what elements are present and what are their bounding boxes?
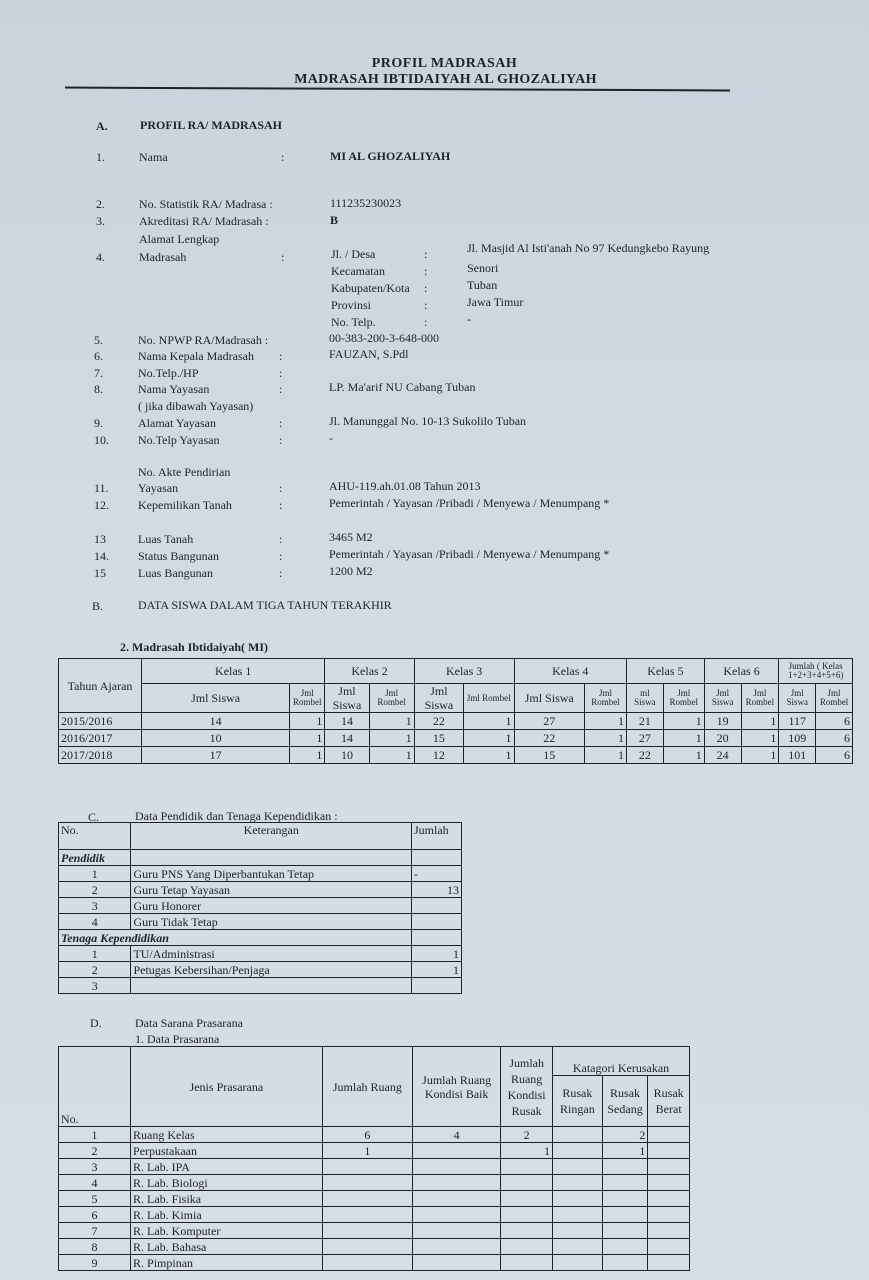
address-label: Kabupaten/Kota (331, 281, 410, 295)
group-pendidik: Pendidik (59, 850, 131, 866)
row-rusak: 2 (501, 1127, 553, 1143)
field-value: - (329, 431, 333, 445)
row-sedang (602, 1255, 648, 1271)
field-value: 00-383-200-3-648-000 (329, 331, 439, 345)
row-no: 6 (59, 1207, 131, 1223)
siswa-cell: 15 (414, 730, 463, 747)
row-ringan (553, 1255, 603, 1271)
document-title: PROFIL MADRASAH (371, 56, 518, 71)
field-colon: : (281, 250, 285, 264)
siswa-cell: 101 (779, 747, 816, 764)
siswa-cell: 14 (325, 730, 369, 747)
row-name: R. Lab. IPA (131, 1159, 323, 1175)
header-jumlah-ruang: Jumlah Ruang (322, 1047, 412, 1127)
header-rusak-sedang: Rusak Sedang (602, 1076, 648, 1127)
sub-header-rombel: Jml Rombel (464, 684, 514, 713)
field-colon: : (279, 349, 283, 363)
field-colon: : (279, 366, 283, 380)
header-kondisi-rusak: Jumlah Ruang Kondisi Rusak (501, 1047, 553, 1127)
table-row (59, 1207, 690, 1223)
table-row (59, 946, 462, 962)
field-label: Yayasan (138, 481, 179, 495)
rombel-cell: 1 (369, 730, 414, 747)
rombel-cell: 1 (464, 713, 514, 730)
year-cell: 2015/2016 (59, 713, 142, 730)
row-no: 2 (59, 1143, 131, 1159)
header-no: No. (59, 823, 131, 850)
row-label: Guru Honorer (131, 898, 412, 914)
row-label: Guru Tidak Tetap (131, 914, 412, 930)
field-colon: : (279, 416, 283, 430)
sub-header-siswa: Jml Siswa (142, 684, 290, 713)
table-row (59, 1175, 690, 1191)
rombel-cell: 1 (741, 730, 779, 747)
document-subtitle: MADRASAH IBTIDAIYAH AL GHOZALIYAH (294, 72, 597, 87)
address-label: Provinsi (331, 298, 372, 312)
table-row (59, 898, 462, 914)
siswa-cell: 24 (704, 747, 741, 764)
row-name: R. Lab. Kimia (131, 1207, 323, 1223)
table-row (59, 1127, 690, 1143)
row-no: 5 (59, 1191, 131, 1207)
siswa-cell: 10 (142, 730, 290, 747)
address-value: Jawa Timur (467, 295, 524, 309)
field-colon: : (279, 549, 283, 563)
row-jumlah: 6 (322, 1127, 412, 1143)
row-label: Petugas Kebersihan/Penjaga (131, 962, 412, 978)
siswa-cell: 17 (142, 747, 290, 764)
field-label: ( jika dibawah Yayasan) (138, 399, 254, 413)
row-value: - (412, 866, 462, 882)
rombel-cell: 1 (464, 730, 514, 747)
row-sedang (602, 1159, 648, 1175)
row-ringan (553, 1143, 603, 1159)
field-number: 14. (94, 549, 109, 563)
header-jenis: Jenis Prasarana (131, 1047, 323, 1127)
row-sedang (602, 1223, 648, 1239)
row-name: R. Lab. Bahasa (131, 1239, 323, 1255)
address-label: Jl. / Desa (331, 247, 376, 261)
field-value: MI AL GHOZALIYAH (330, 149, 451, 163)
siswa-cell: 14 (142, 713, 290, 730)
row-name: Perpustakaan (131, 1143, 323, 1159)
row-no: 3 (59, 978, 131, 994)
row-jumlah (322, 1207, 412, 1223)
group-tenaga: Tenaga Kependidikan (59, 930, 412, 946)
section-b-title: DATA SISWA DALAM TIGA TAHUN TERAKHIR (138, 598, 392, 612)
row-value (412, 978, 462, 994)
row-name: R. Lab. Komputer (131, 1223, 323, 1239)
field-label: Kepemilikan Tanah (138, 498, 232, 512)
class-header: Jumlah ( Kelas 1+2+3+4+5+6) (779, 659, 853, 684)
field-label: No. Statistik RA/ Madrasa : (139, 197, 273, 211)
row-berat (648, 1223, 690, 1239)
header-rusak-berat: Rusak Berat (648, 1076, 690, 1127)
table-row (59, 978, 462, 994)
address-value: Jl. Masjid Al Isti'anah No 97 Kedungkebo Rayung (467, 241, 710, 255)
table-cell (131, 850, 412, 866)
field-colon: : (279, 481, 283, 495)
field-number: 13 (94, 532, 106, 546)
siswa-cell: 12 (414, 747, 463, 764)
address-value: - (467, 312, 471, 326)
siswa-cell: 109 (779, 730, 816, 747)
rombel-cell: 1 (290, 747, 325, 764)
row-berat (648, 1175, 690, 1191)
table-row (59, 730, 853, 747)
table-row (59, 1223, 690, 1239)
class-header: Kelas 3 (414, 659, 514, 684)
row-no: 9 (59, 1255, 131, 1271)
section-a-title: PROFIL RA/ MADRASAH (140, 118, 283, 132)
row-baik: 4 (413, 1127, 501, 1143)
student-data-table (58, 658, 853, 764)
row-label (131, 978, 412, 994)
row-label: TU/Administrasi (131, 946, 412, 962)
row-value: 13 (412, 882, 462, 898)
row-rusak (501, 1191, 553, 1207)
sub-header-rombel: Jml Rombel (663, 684, 704, 713)
siswa-cell: 20 (704, 730, 741, 747)
row-name: R. Lab. Fisika (131, 1191, 323, 1207)
field-label: No. Akte Pendirian (138, 465, 231, 479)
row-jumlah: 1 (322, 1143, 412, 1159)
row-ringan (553, 1127, 603, 1143)
class-header: Kelas 6 (704, 659, 779, 684)
field-number: 12. (94, 498, 109, 512)
field-colon: : (279, 566, 283, 580)
staff-data-table (58, 822, 462, 994)
field-number: 1. (96, 150, 105, 164)
address-label: Kecamatan (331, 264, 385, 278)
rombel-cell: 6 (816, 747, 853, 764)
rombel-cell: 1 (369, 713, 414, 730)
rombel-cell: 1 (290, 730, 325, 747)
row-name: R. Lab. Biologi (131, 1175, 323, 1191)
row-value: 1 (412, 962, 462, 978)
row-ringan (553, 1191, 603, 1207)
section-d-letter: D. (90, 1016, 102, 1030)
rombel-cell: 6 (816, 713, 853, 730)
row-jumlah (322, 1223, 412, 1239)
row-no: 2 (59, 962, 131, 978)
siswa-cell: 22 (626, 747, 663, 764)
row-sedang: 1 (602, 1143, 648, 1159)
address-value: Tuban (467, 278, 498, 292)
field-value: 3465 M2 (329, 530, 373, 544)
row-rusak (501, 1255, 553, 1271)
section-b-subtitle: 2. Madrasah Ibtidaiyah( MI) (120, 640, 269, 654)
table-row (59, 1191, 690, 1207)
facility-data-table (58, 1046, 690, 1271)
field-colon: : (279, 433, 283, 447)
table-cell (412, 850, 462, 866)
sub-header-siswa: Jml Siswa (325, 684, 369, 713)
field-number: 5. (94, 333, 103, 347)
row-value: 1 (412, 946, 462, 962)
sub-header-rombel: Jml Rombel (741, 684, 779, 713)
field-label: Status Bangunan (138, 549, 219, 563)
field-value: B (330, 213, 339, 227)
row-ringan (553, 1159, 603, 1175)
siswa-cell: 14 (325, 713, 369, 730)
field-value: Pemerintah / Yayasan /Pribadi / Menyewa / Menumpang * (329, 547, 610, 561)
field-number: 9. (94, 416, 103, 430)
field-label: Luas Bangunan (138, 566, 213, 580)
field-number: 6. (94, 349, 103, 363)
row-sedang (602, 1239, 648, 1255)
row-jumlah (322, 1159, 412, 1175)
address-colon: : (424, 247, 428, 261)
table-row (59, 713, 853, 730)
row-no: 1 (59, 866, 131, 882)
year-cell: 2017/2018 (59, 747, 142, 764)
row-ringan (553, 1223, 603, 1239)
table-row (59, 882, 462, 898)
row-baik (413, 1255, 501, 1271)
siswa-cell: 27 (626, 730, 663, 747)
row-jumlah (322, 1175, 412, 1191)
row-no: 3 (59, 1159, 131, 1175)
siswa-cell: 22 (414, 713, 463, 730)
field-value: 111235230023 (330, 196, 402, 210)
rombel-cell: 1 (741, 713, 779, 730)
sub-header-siswa: ml Siswa (626, 684, 663, 713)
field-label: Akreditasi RA/ Madrasah : (139, 214, 269, 228)
field-number: 10. (94, 433, 109, 447)
row-jumlah (322, 1239, 412, 1255)
field-label: No.Telp./HP (138, 366, 199, 380)
row-no: 1 (59, 946, 131, 962)
field-label: No. NPWP RA/Madrasah : (138, 333, 269, 347)
class-header: Kelas 5 (626, 659, 704, 684)
field-number: 3. (96, 214, 105, 228)
row-no: 7 (59, 1223, 131, 1239)
address-value: Senori (467, 261, 499, 275)
siswa-cell: 27 (514, 713, 584, 730)
field-label: Alamat Lengkap (139, 232, 220, 246)
row-value (412, 914, 462, 930)
field-number: 7. (94, 366, 103, 380)
sub-header-siswa: Jml Siswa (414, 684, 463, 713)
rombel-cell: 1 (464, 747, 514, 764)
header-kategori: Katagori Kerusakan (553, 1047, 690, 1076)
table-row (59, 866, 462, 882)
row-rusak (501, 1159, 553, 1175)
address-colon: : (424, 281, 428, 295)
header-rusak-ringan: Rusak Ringan (553, 1076, 603, 1127)
section-a-letter: A. (96, 119, 108, 133)
rombel-cell: 1 (663, 730, 704, 747)
row-berat (648, 1191, 690, 1207)
field-number: 2. (96, 197, 105, 211)
row-label: Guru PNS Yang Diperbantukan Tetap (131, 866, 412, 882)
field-colon: : (279, 382, 283, 396)
address-colon: : (424, 315, 428, 329)
rombel-cell: 1 (290, 713, 325, 730)
field-label: Luas Tanah (138, 532, 194, 546)
class-header: Kelas 4 (514, 659, 626, 684)
row-baik (413, 1207, 501, 1223)
section-b-letter: B. (92, 599, 104, 613)
row-no: 4 (59, 1175, 131, 1191)
sub-header-siswa: Jml Siswa (704, 684, 741, 713)
field-value: 1200 M2 (329, 564, 373, 578)
field-number: 4. (96, 250, 105, 264)
rombel-cell: 1 (741, 747, 779, 764)
rombel-cell: 1 (584, 730, 626, 747)
field-label: Madrasah (139, 250, 187, 264)
row-sedang: 2 (602, 1127, 648, 1143)
section-c-letter: C. (88, 810, 100, 824)
field-number: 8. (94, 382, 103, 396)
row-berat (648, 1207, 690, 1223)
year-header: Tahun Ajaran (59, 659, 142, 713)
row-baik (413, 1191, 501, 1207)
field-label: No.Telp Yayasan (138, 433, 220, 447)
sub-header-siswa: Jml Siswa (514, 684, 584, 713)
row-baik (413, 1175, 501, 1191)
sub-header-siswa: Jml Siswa (779, 684, 816, 713)
siswa-cell: 15 (514, 747, 584, 764)
field-colon: : (279, 498, 283, 512)
field-number: 15 (94, 566, 106, 580)
row-berat (648, 1143, 690, 1159)
row-rusak: 1 (501, 1143, 553, 1159)
section-d-subtitle: 1. Data Prasarana (135, 1032, 220, 1046)
field-value: Pemerintah / Yayasan /Pribadi / Menyewa / Menumpang * (329, 496, 610, 510)
siswa-cell: 19 (704, 713, 741, 730)
row-value (412, 898, 462, 914)
field-label: Nama Yayasan (138, 382, 210, 396)
row-berat (648, 1159, 690, 1175)
field-value: FAUZAN, S.Pdl (329, 347, 409, 361)
row-no: 2 (59, 882, 131, 898)
row-berat (648, 1255, 690, 1271)
row-baik (413, 1143, 501, 1159)
header-keterangan: Keterangan (131, 823, 412, 850)
row-no: 1 (59, 1127, 131, 1143)
address-colon: : (424, 264, 428, 278)
table-row (59, 914, 462, 930)
table-row (59, 1143, 690, 1159)
header-jumlah: Jumlah (412, 823, 462, 850)
table-cell (412, 930, 462, 946)
row-sedang (602, 1191, 648, 1207)
header-kondisi-baik: Jumlah Ruang Kondisi Baik (413, 1047, 501, 1127)
field-colon: : (279, 532, 283, 546)
sub-header-rombel: Jml Rombel (369, 684, 414, 713)
field-label: Nama (139, 150, 168, 164)
row-no: 8 (59, 1239, 131, 1255)
row-berat (648, 1127, 690, 1143)
siswa-cell: 117 (779, 713, 816, 730)
siswa-cell: 10 (325, 747, 369, 764)
row-baik (413, 1239, 501, 1255)
siswa-cell: 22 (514, 730, 584, 747)
row-berat (648, 1239, 690, 1255)
header-no: No. (59, 1047, 131, 1127)
sub-header-rombel: Jml Rombel (584, 684, 626, 713)
sub-header-rombel: Jml Rombel (290, 684, 325, 713)
row-baik (413, 1159, 501, 1175)
row-ringan (553, 1239, 603, 1255)
row-rusak (501, 1207, 553, 1223)
table-row (59, 747, 853, 764)
address-label: No. Telp. (331, 315, 376, 329)
field-value: LP. Ma'arif NU Cabang Tuban (329, 380, 476, 394)
row-baik (413, 1223, 501, 1239)
field-colon: : (281, 150, 285, 164)
class-header: Kelas 2 (325, 659, 414, 684)
row-sedang (602, 1175, 648, 1191)
row-rusak (501, 1175, 553, 1191)
rombel-cell: 6 (816, 730, 853, 747)
table-row (59, 1159, 690, 1175)
section-c-title: Data Pendidik dan Tenaga Kependidikan : (135, 809, 338, 823)
row-jumlah (322, 1191, 412, 1207)
rombel-cell: 1 (663, 713, 704, 730)
row-ringan (553, 1175, 603, 1191)
rombel-cell: 1 (584, 747, 626, 764)
row-rusak (501, 1239, 553, 1255)
siswa-cell: 21 (626, 713, 663, 730)
field-label: Nama Kepala Madrasah (138, 349, 254, 363)
row-no: 4 (59, 914, 131, 930)
row-no: 3 (59, 898, 131, 914)
year-cell: 2016/2017 (59, 730, 142, 747)
table-row (59, 1255, 690, 1271)
field-value: AHU-119.ah.01.08 Tahun 2013 (329, 479, 481, 493)
table-row (59, 1239, 690, 1255)
row-jumlah (322, 1255, 412, 1271)
field-number: 11. (94, 481, 109, 495)
field-value: Jl. Manunggal No. 10-13 Sukolilo Tuban (329, 414, 527, 428)
rombel-cell: 1 (369, 747, 414, 764)
class-header: Kelas 1 (142, 659, 325, 684)
rombel-cell: 1 (584, 713, 626, 730)
table-row (59, 962, 462, 978)
field-label: Alamat Yayasan (138, 416, 216, 430)
address-colon: : (424, 298, 428, 312)
row-label: Guru Tetap Yayasan (131, 882, 412, 898)
row-name: R. Pimpinan (131, 1255, 323, 1271)
row-ringan (553, 1207, 603, 1223)
row-sedang (602, 1207, 648, 1223)
sub-header-rombel: Jml Rombel (816, 684, 853, 713)
row-name: Ruang Kelas (131, 1127, 323, 1143)
rombel-cell: 1 (663, 747, 704, 764)
row-rusak (501, 1223, 553, 1239)
section-d-title: Data Sarana Prasarana (135, 1016, 243, 1030)
